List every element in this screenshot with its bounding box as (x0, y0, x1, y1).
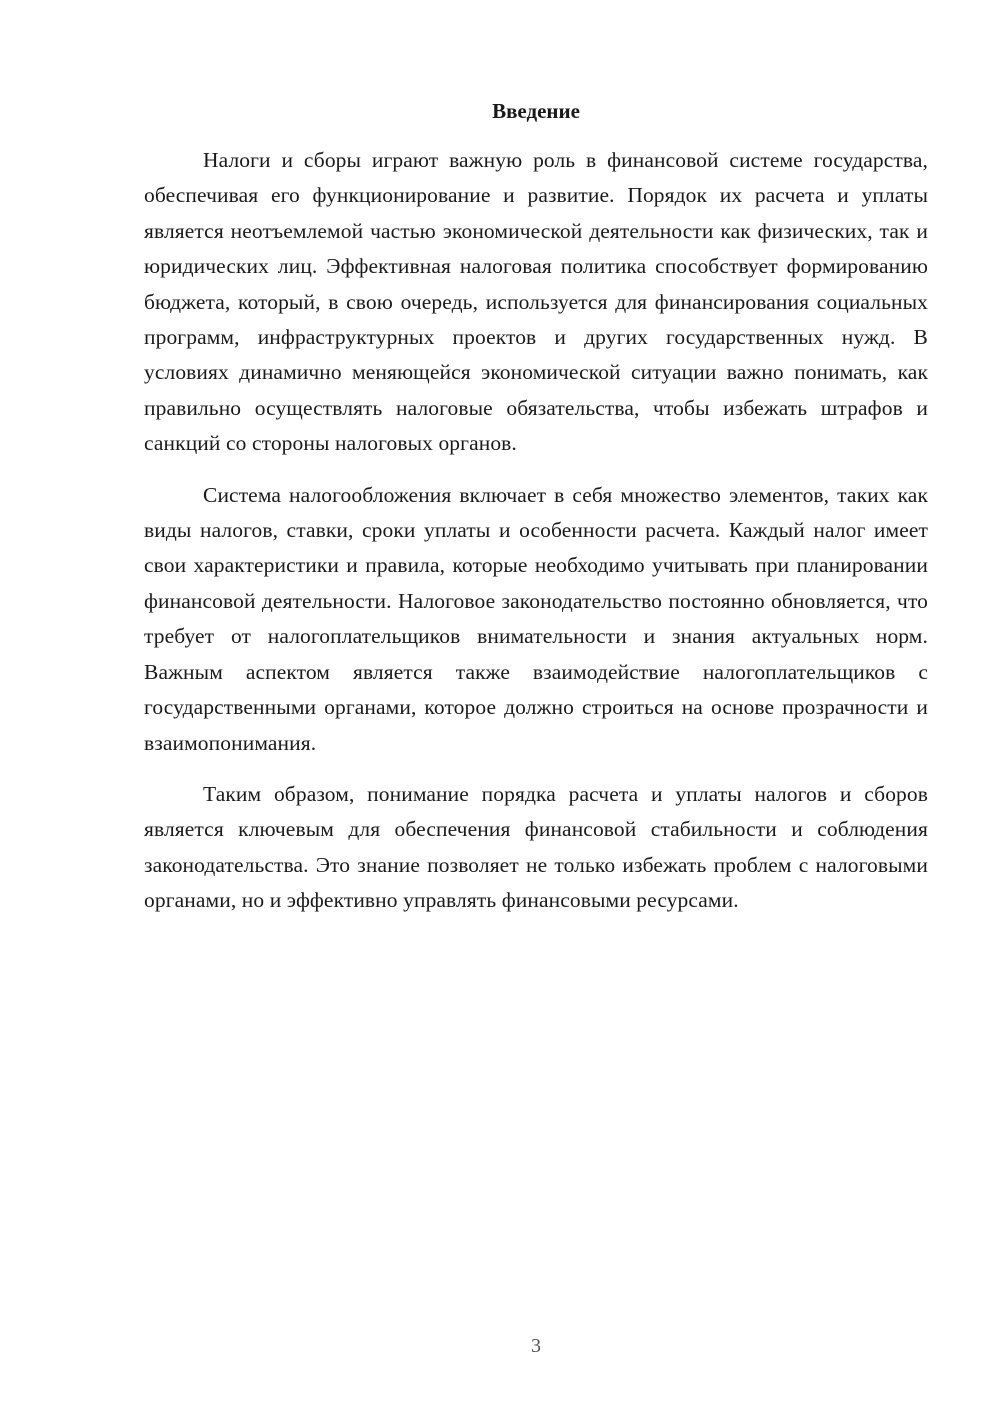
paragraph-2: Система налогообложения включает в себя множество элементов, таких как виды налогов, ставки, сроки уплаты и особенности расчета. Каждый налог имеет свои характеристики и правила, которые необходимо учитывать при планировании финансовой деятельности. Налоговое законодательство постоянно обновляется, что требует от налогоплательщиков внимательности и знания актуальных норм. Важным аспектом является также взаимодействие налогоплательщиков с государственными органами, которое должно строиться на основе прозрачности и взаимопонимания. (144, 482, 928, 755)
body-text (144, 143, 928, 919)
paragraph-3: Таким образом, понимание порядка расчета и уплаты налогов и сборов является ключевым для обеспечения финансовой стабильности и соблюдения законодательства. Это знание позволяет не только избежать проблем с налоговыми органами, но и эффективно управлять финансовыми ресурсами. (144, 781, 928, 913)
page-title: Введение (492, 99, 580, 123)
page-number: 3 (531, 1335, 541, 1357)
paragraph-1: Налоги и сборы играют важную роль в финансовой системе государства, обеспечивая его функционирование и развитие. Порядок их расчета и уплаты является неотъемлемой частью экономической деятельности как физических, так и юридических лиц. Эффективная налоговая политика способствует формированию бюджета, который, в свою очередь, используется для финансирования социальных программ, инфраструктурных проектов и других государственных нужд. В условиях динамично меняющейся экономической ситуации важно понимать, как правильно осуществлять налоговые обязательства, чтобы избежать штрафов и санкций со стороны налоговых органов. (144, 148, 928, 456)
